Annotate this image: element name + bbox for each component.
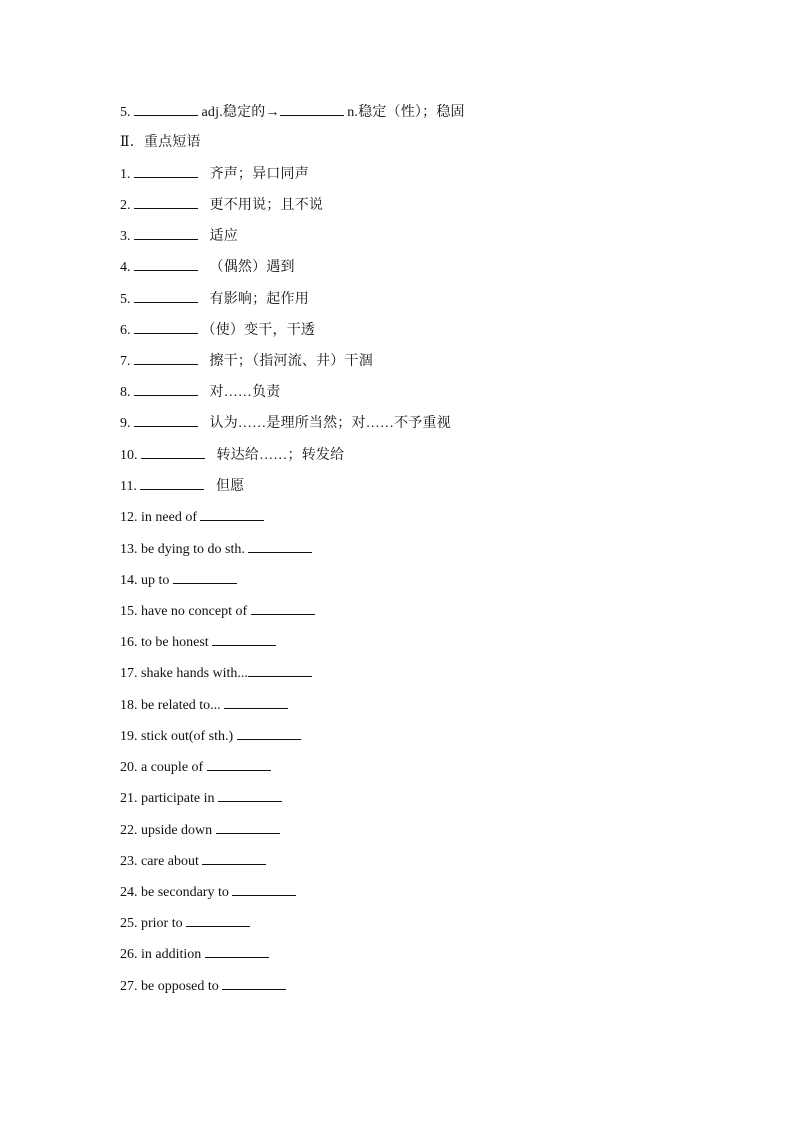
answer-blank[interactable]	[134, 319, 198, 334]
phrase-item	[120, 912, 250, 934]
phrase-item	[120, 412, 451, 434]
item-number: 5.	[120, 292, 131, 307]
item-number: 11.	[120, 479, 137, 494]
phrase-item	[120, 600, 315, 622]
item-meaning: 擦干；（指河流、井）干涸	[209, 354, 373, 369]
item-meaning: 转达给……；转发给	[216, 448, 345, 463]
phrase-item	[120, 225, 238, 247]
item-number: 10.	[120, 448, 138, 463]
answer-blank[interactable]	[134, 225, 198, 240]
item-number: 16.	[120, 635, 138, 650]
phrase-item	[120, 163, 309, 185]
answer-blank[interactable]	[224, 694, 288, 709]
answer-blank[interactable]	[186, 912, 250, 927]
answer-blank[interactable]	[134, 381, 198, 396]
phrase-item	[120, 506, 264, 528]
item-number: 17.	[120, 666, 138, 681]
answer-blank[interactable]	[207, 756, 271, 771]
item-phrase: be opposed to	[141, 979, 219, 994]
item-phrase: shake hands with...	[141, 666, 248, 681]
item-phrase: prior to	[141, 916, 183, 931]
item-meaning: 齐声；异口同声	[209, 167, 309, 182]
item-number: 27.	[120, 979, 138, 994]
answer-blank[interactable]	[218, 787, 282, 802]
item-meaning: 适应	[209, 229, 238, 244]
phrase-item	[120, 381, 281, 403]
phrase-item	[120, 475, 244, 497]
item-meaning: （使）变干，干透	[201, 323, 316, 338]
answer-blank[interactable]	[222, 975, 286, 990]
item-meaning: 对……负责	[209, 385, 281, 400]
phrase-item	[120, 256, 295, 278]
item-number: 2.	[120, 198, 131, 213]
item-number: 15.	[120, 604, 138, 619]
phrase-item	[120, 194, 323, 216]
item-number: 14.	[120, 573, 138, 588]
item-number: 6.	[120, 323, 131, 338]
item-number: 25.	[120, 916, 138, 931]
vocab-item-5-stable	[120, 101, 465, 123]
item-phrase: care about	[141, 854, 199, 869]
item-phrase: up to	[141, 573, 170, 588]
item-number: 1.	[120, 167, 131, 182]
phrase-item	[120, 756, 271, 778]
item-number: 18.	[120, 698, 138, 713]
answer-blank[interactable]	[212, 631, 276, 646]
item-text-noun: n.稳定（性）；稳固	[347, 105, 465, 120]
section-heading: Ⅱ．重点短语	[120, 135, 201, 150]
item-number: 20.	[120, 760, 138, 775]
phrase-item	[120, 943, 269, 965]
item-phrase: a couple of	[141, 760, 204, 775]
item-phrase: be related to...	[141, 698, 221, 713]
item-number: 22.	[120, 823, 138, 838]
answer-blank[interactable]	[248, 538, 312, 553]
answer-blank[interactable]	[173, 569, 237, 584]
item-phrase: in need of	[141, 510, 197, 525]
answer-blank[interactable]	[134, 194, 198, 209]
item-phrase: have no concept of	[141, 604, 248, 619]
answer-blank[interactable]	[202, 850, 266, 865]
phrase-item	[120, 725, 301, 747]
answer-blank[interactable]	[216, 819, 280, 834]
phrase-item	[120, 662, 312, 684]
phrase-item	[120, 850, 266, 872]
item-phrase: stick out(of sth.)	[141, 729, 234, 744]
item-phrase: to be honest	[141, 635, 209, 650]
item-number: 19.	[120, 729, 138, 744]
answer-blank[interactable]	[280, 101, 344, 116]
phrase-item	[120, 694, 288, 716]
answer-blank[interactable]	[134, 256, 198, 271]
phrase-item	[120, 881, 296, 903]
phrase-item	[120, 538, 312, 560]
item-number: 13.	[120, 542, 138, 557]
item-number: 21.	[120, 791, 138, 806]
answer-blank[interactable]	[141, 444, 205, 459]
item-number: 5.	[120, 105, 131, 120]
item-number: 26.	[120, 947, 138, 962]
item-meaning: 但愿	[215, 479, 245, 494]
item-meaning: 更不用说；且不说	[209, 198, 324, 213]
item-number: 8.	[120, 385, 131, 400]
item-meaning: （偶然）遇到	[209, 260, 295, 275]
answer-blank[interactable]	[134, 163, 198, 178]
item-phrase: in addition	[141, 947, 202, 962]
answer-blank[interactable]	[134, 350, 198, 365]
phrase-item	[120, 975, 286, 997]
item-number: 4.	[120, 260, 131, 275]
item-phrase: be dying to do sth.	[141, 542, 245, 557]
item-number: 7.	[120, 354, 131, 369]
phrase-item	[120, 319, 315, 341]
item-number: 12.	[120, 510, 138, 525]
phrase-item	[120, 350, 373, 372]
answer-blank[interactable]	[140, 475, 204, 490]
answer-blank[interactable]	[134, 412, 198, 427]
answer-blank[interactable]	[232, 881, 296, 896]
answer-blank[interactable]	[251, 600, 315, 615]
phrase-item	[120, 787, 282, 809]
item-meaning: 有影响；起作用	[209, 292, 309, 307]
item-phrase: upside down	[141, 823, 213, 838]
phrase-item	[120, 444, 344, 466]
answer-blank[interactable]	[200, 506, 264, 521]
answer-blank[interactable]	[205, 943, 269, 958]
item-number: 24.	[120, 885, 138, 900]
phrase-item	[120, 288, 309, 310]
item-phrase: participate in	[141, 791, 215, 806]
answer-blank[interactable]	[248, 662, 312, 677]
item-meaning: 认为……是理所当然；对……不予重视	[209, 416, 451, 431]
answer-blank[interactable]	[134, 101, 198, 116]
item-text-adj: adj.稳定的→	[201, 105, 280, 120]
item-number: 3.	[120, 229, 131, 244]
phrase-item	[120, 631, 276, 653]
answer-blank[interactable]	[134, 288, 198, 303]
phrase-item	[120, 569, 237, 591]
phrase-item	[120, 819, 280, 841]
item-number: 9.	[120, 416, 131, 431]
item-number: 23.	[120, 854, 138, 869]
item-phrase: be secondary to	[141, 885, 229, 900]
answer-blank[interactable]	[237, 725, 301, 740]
